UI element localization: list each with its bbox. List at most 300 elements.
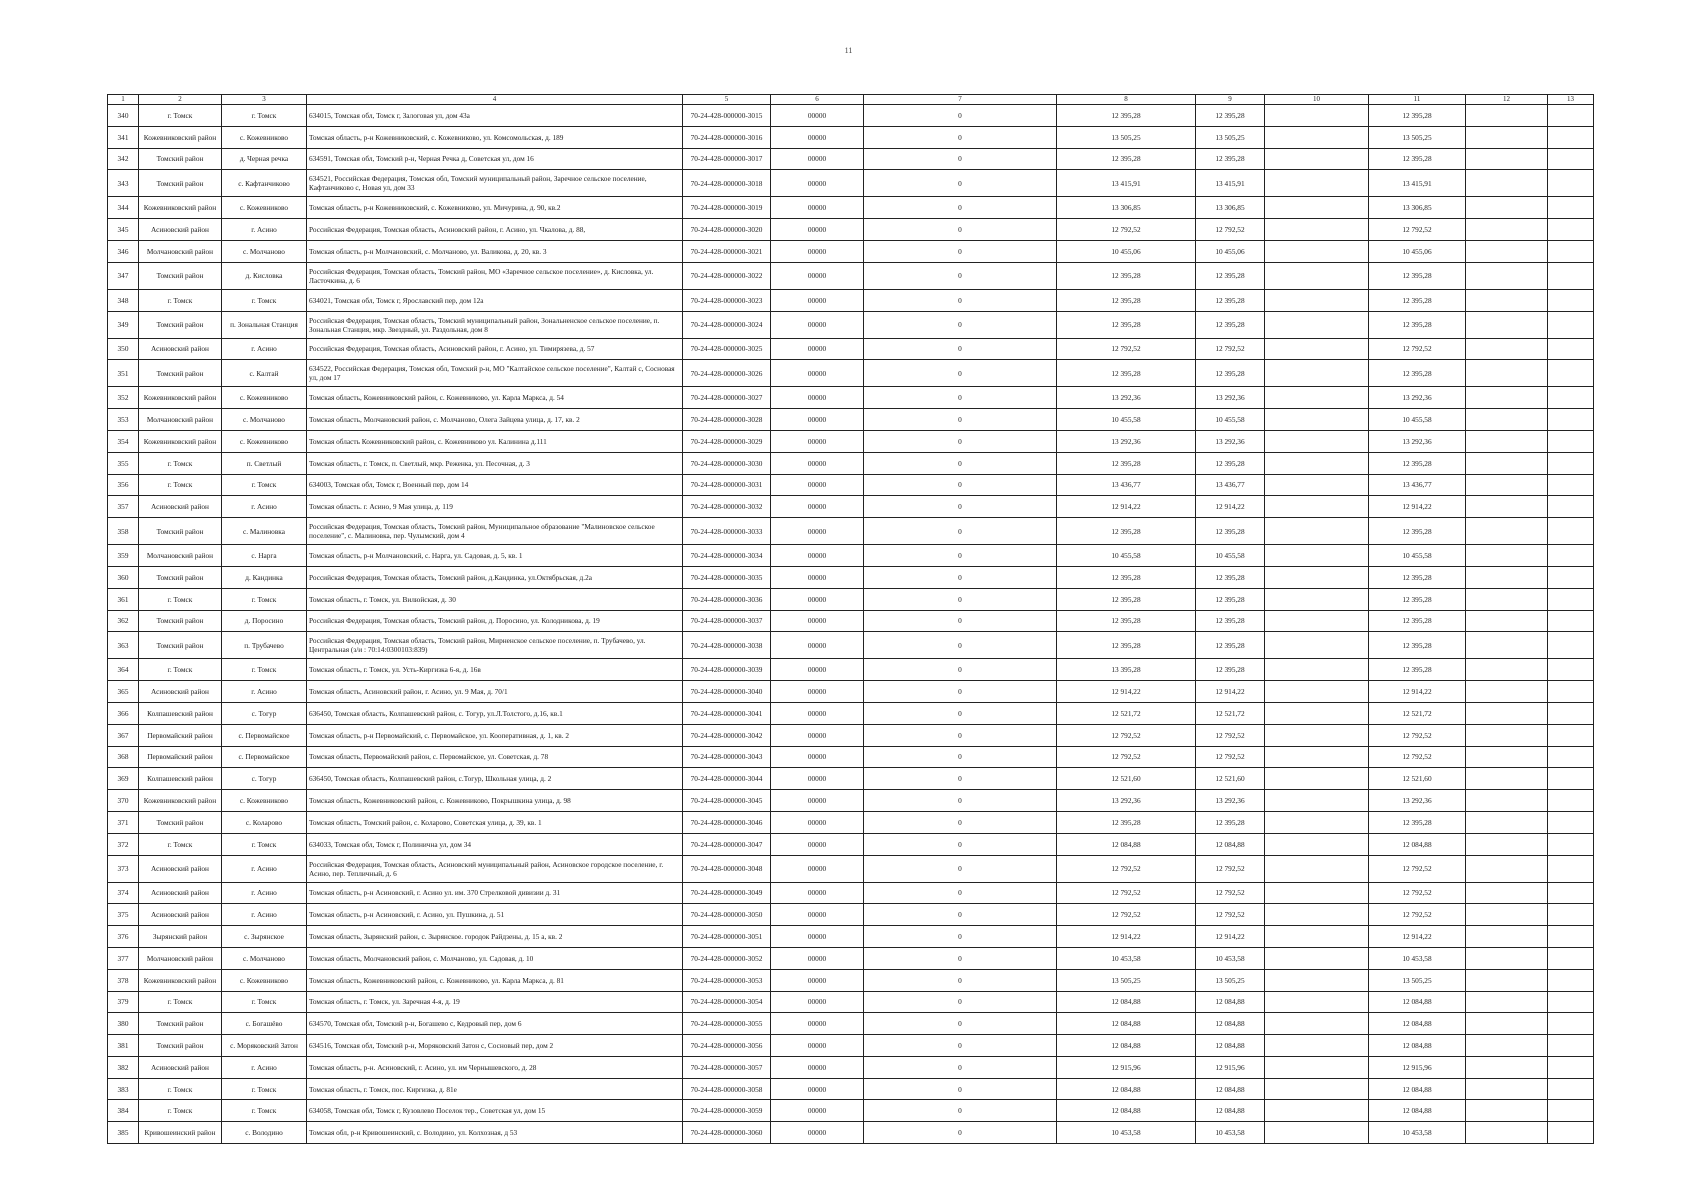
empty-cell [1265, 991, 1369, 1013]
zero-value-cell: 0 [864, 289, 1057, 311]
code-cell: 00000 [771, 1100, 864, 1122]
empty-cell [1548, 1122, 1594, 1144]
code-cell: 00000 [771, 1056, 864, 1078]
amount-cell: 12 395,28 [1196, 262, 1265, 289]
zero-value-cell: 0 [864, 768, 1057, 790]
table-row [108, 1056, 1594, 1078]
empty-cell [1466, 746, 1548, 768]
registry-number-cell: 70-24-428-000000-3055 [683, 1013, 771, 1035]
address-cell: Томская область, Кожевниковский район, с. Кожевниково, Покрышкина улица, д. 98 [307, 790, 683, 812]
amount-cell: 12 395,28 [1369, 105, 1466, 127]
settlement-cell: п. Трубачево [222, 632, 307, 659]
amount-cell: 12 792,52 [1196, 904, 1265, 926]
amount-cell: 12 521,72 [1196, 702, 1265, 724]
amount-cell: 12 915,96 [1196, 1056, 1265, 1078]
empty-cell [1466, 338, 1548, 360]
registry-number-cell: 70-24-428-000000-3020 [683, 219, 771, 241]
settlement-cell: г. Томск [222, 1078, 307, 1100]
settlement-cell: с. Коларово [222, 811, 307, 833]
registry-number-cell: 70-24-428-000000-3038 [683, 632, 771, 659]
address-cell: Российская Федерация, Томская область, Асиновский район, г. Асино, ул. Чкалова, д. 88, [307, 219, 683, 241]
address-cell: Томская область, р-н Кожевниковский, с. Кожевниково, ул. Мичурина, д. 90, кв.2 [307, 197, 683, 219]
empty-cell [1265, 659, 1369, 681]
settlement-cell: г. Томск [222, 588, 307, 610]
column-header: 11 [1369, 95, 1466, 105]
row-number: 345 [108, 219, 139, 241]
empty-cell [1265, 452, 1369, 474]
row-number: 369 [108, 768, 139, 790]
row-number: 344 [108, 197, 139, 219]
settlement-cell: с. Моряковский Затон [222, 1035, 307, 1057]
empty-cell [1466, 1122, 1548, 1144]
row-number: 378 [108, 969, 139, 991]
amount-cell: 12 395,28 [1057, 360, 1196, 387]
district-cell: Томский район [139, 1035, 222, 1057]
zero-value-cell: 0 [864, 681, 1057, 703]
table-row [108, 702, 1594, 724]
address-cell: Томская область, г. Томск, ул. Заречная 4-я, д. 19 [307, 991, 683, 1013]
table-row [108, 262, 1594, 289]
empty-cell [1466, 311, 1548, 338]
zero-value-cell: 0 [864, 1078, 1057, 1100]
empty-cell [1466, 588, 1548, 610]
amount-cell: 10 455,06 [1196, 240, 1265, 262]
empty-cell [1265, 811, 1369, 833]
empty-cell [1466, 197, 1548, 219]
empty-cell [1265, 947, 1369, 969]
settlement-cell: с. Первомайское [222, 724, 307, 746]
table-row [108, 148, 1594, 170]
empty-cell [1265, 855, 1369, 882]
amount-cell: 12 395,28 [1196, 289, 1265, 311]
empty-cell [1265, 566, 1369, 588]
registry-number-cell: 70-24-428-000000-3015 [683, 105, 771, 127]
empty-cell [1548, 681, 1594, 703]
address-cell: Томская область, Томский район, с. Коларово, Советская улица, д. 39, кв. 1 [307, 811, 683, 833]
district-cell: Кожевниковский район [139, 126, 222, 148]
district-cell: Кожевниковский район [139, 387, 222, 409]
empty-cell [1548, 148, 1594, 170]
district-cell: Томский район [139, 811, 222, 833]
amount-cell: 12 084,88 [1057, 1100, 1196, 1122]
address-cell: Томская область, г. Томск, п. Светлый, мкр. Реженка, ул. Песочная, д. 3 [307, 452, 683, 474]
empty-cell [1548, 632, 1594, 659]
zero-value-cell: 0 [864, 1122, 1057, 1144]
zero-value-cell: 0 [864, 1013, 1057, 1035]
empty-cell [1548, 768, 1594, 790]
empty-cell [1548, 1056, 1594, 1078]
empty-cell [1548, 105, 1594, 127]
table-row [108, 659, 1594, 681]
empty-cell [1548, 947, 1594, 969]
empty-cell [1466, 947, 1548, 969]
amount-cell: 13 292,36 [1196, 387, 1265, 409]
address-cell: 636450, Томская область, Колпашевский район, с.Тогур, Школьная улица, д. 2 [307, 768, 683, 790]
empty-cell [1466, 360, 1548, 387]
settlement-cell: с. Первомайское [222, 746, 307, 768]
code-cell: 00000 [771, 746, 864, 768]
code-cell: 00000 [771, 659, 864, 681]
empty-cell [1265, 632, 1369, 659]
amount-cell: 12 395,28 [1057, 610, 1196, 632]
table-row [108, 240, 1594, 262]
address-cell: Томская область, р-н Кожевниковский, с. Кожевниково, ул. Комсомольская, д. 189 [307, 126, 683, 148]
row-number: 346 [108, 240, 139, 262]
code-cell: 00000 [771, 811, 864, 833]
empty-cell [1548, 360, 1594, 387]
zero-value-cell: 0 [864, 632, 1057, 659]
amount-cell: 12 084,88 [1057, 1035, 1196, 1057]
settlement-cell: д. Поросино [222, 610, 307, 632]
row-number: 383 [108, 1078, 139, 1100]
empty-cell [1548, 311, 1594, 338]
amount-cell: 10 455,58 [1196, 545, 1265, 567]
address-cell: Российская Федерация, Томская область, Томский район, МО «Заречное сельское поселение», д. Кисловка, ул. Ласточкина, д. 6 [307, 262, 683, 289]
district-cell: Асиновский район [139, 338, 222, 360]
empty-cell [1466, 926, 1548, 948]
registry-number-cell: 70-24-428-000000-3018 [683, 170, 771, 197]
code-cell: 00000 [771, 833, 864, 855]
amount-cell: 12 792,52 [1369, 904, 1466, 926]
empty-cell [1265, 240, 1369, 262]
district-cell: Томский район [139, 360, 222, 387]
empty-cell [1548, 387, 1594, 409]
table-row [108, 170, 1594, 197]
empty-cell [1548, 833, 1594, 855]
district-cell: г. Томск [139, 588, 222, 610]
district-cell: г. Томск [139, 289, 222, 311]
settlement-cell: с. Кафтанчиково [222, 170, 307, 197]
registry-number-cell: 70-24-428-000000-3021 [683, 240, 771, 262]
settlement-cell: д. Кандинка [222, 566, 307, 588]
district-cell: г. Томск [139, 833, 222, 855]
zero-value-cell: 0 [864, 702, 1057, 724]
amount-cell: 12 395,28 [1369, 360, 1466, 387]
amount-cell: 12 084,88 [1369, 1035, 1466, 1057]
amount-cell: 12 914,22 [1369, 926, 1466, 948]
address-cell: Российская Федерация, Томская область, Томский район, Мирненское сельское поселение, п. Трубачево, ул. Центральная (з/и : 70:14:0300103:839) [307, 632, 683, 659]
empty-cell [1265, 474, 1369, 496]
empty-cell [1265, 262, 1369, 289]
code-cell: 00000 [771, 1013, 864, 1035]
amount-cell: 12 084,88 [1057, 991, 1196, 1013]
empty-cell [1548, 262, 1594, 289]
empty-cell [1265, 197, 1369, 219]
code-cell: 00000 [771, 588, 864, 610]
settlement-cell: г. Асино [222, 219, 307, 241]
amount-cell: 13 415,91 [1196, 170, 1265, 197]
empty-cell [1466, 289, 1548, 311]
amount-cell: 12 395,28 [1057, 566, 1196, 588]
table-row [108, 566, 1594, 588]
row-number: 341 [108, 126, 139, 148]
row-number: 365 [108, 681, 139, 703]
empty-cell [1265, 882, 1369, 904]
amount-cell: 12 395,28 [1196, 518, 1265, 545]
code-cell: 00000 [771, 566, 864, 588]
zero-value-cell: 0 [864, 811, 1057, 833]
table-row [108, 855, 1594, 882]
address-cell: 634570, Томская обл, Томский р-н, Богашево с, Кедровый пер, дом 6 [307, 1013, 683, 1035]
settlement-cell: с. Кожевниково [222, 430, 307, 452]
empty-cell [1548, 702, 1594, 724]
row-number: 342 [108, 148, 139, 170]
district-cell: Кожевниковский район [139, 790, 222, 812]
column-header: 1 [108, 95, 139, 105]
settlement-cell: п. Светлый [222, 452, 307, 474]
empty-cell [1548, 926, 1594, 948]
empty-cell [1466, 768, 1548, 790]
row-number: 370 [108, 790, 139, 812]
zero-value-cell: 0 [864, 1056, 1057, 1078]
district-cell: Томский район [139, 610, 222, 632]
empty-cell [1548, 969, 1594, 991]
district-cell: Первомайский район [139, 746, 222, 768]
empty-cell [1466, 882, 1548, 904]
empty-cell [1466, 452, 1548, 474]
table-row [108, 991, 1594, 1013]
column-header: 2 [139, 95, 222, 105]
code-cell: 00000 [771, 311, 864, 338]
district-cell: Кривошеинский район [139, 1122, 222, 1144]
amount-cell: 13 505,25 [1057, 969, 1196, 991]
address-cell: 634003, Томская обл, Томск г, Военный пер, дом 14 [307, 474, 683, 496]
table-row [108, 724, 1594, 746]
empty-cell [1548, 338, 1594, 360]
zero-value-cell: 0 [864, 790, 1057, 812]
amount-cell: 12 395,28 [1369, 289, 1466, 311]
row-number: 368 [108, 746, 139, 768]
empty-cell [1548, 452, 1594, 474]
row-number: 356 [108, 474, 139, 496]
row-number: 358 [108, 518, 139, 545]
table-row [108, 409, 1594, 431]
district-cell: Асиновский район [139, 496, 222, 518]
empty-cell [1466, 496, 1548, 518]
row-number: 361 [108, 588, 139, 610]
code-cell: 00000 [771, 632, 864, 659]
settlement-cell: с. Калтай [222, 360, 307, 387]
amount-cell: 13 395,28 [1057, 659, 1196, 681]
registry-number-cell: 70-24-428-000000-3045 [683, 790, 771, 812]
empty-cell [1265, 219, 1369, 241]
empty-cell [1548, 790, 1594, 812]
district-cell: Томский район [139, 170, 222, 197]
code-cell: 00000 [771, 545, 864, 567]
row-number: 374 [108, 882, 139, 904]
settlement-cell: с. Кожевниково [222, 126, 307, 148]
empty-cell [1265, 790, 1369, 812]
empty-cell [1466, 855, 1548, 882]
table-row [108, 1013, 1594, 1035]
amount-cell: 12 914,22 [1057, 496, 1196, 518]
empty-cell [1265, 610, 1369, 632]
registry-number-cell: 70-24-428-000000-3053 [683, 969, 771, 991]
address-cell: 634021, Томская обл, Томск г, Ярославский пер, дом 12а [307, 289, 683, 311]
amount-cell: 12 395,28 [1057, 811, 1196, 833]
zero-value-cell: 0 [864, 882, 1057, 904]
address-cell: Томская область. г. Асино, 9 Мая улица, д. 119 [307, 496, 683, 518]
settlement-cell: г. Томск [222, 289, 307, 311]
row-number: 371 [108, 811, 139, 833]
table-row [108, 452, 1594, 474]
code-cell: 00000 [771, 702, 864, 724]
amount-cell: 12 792,52 [1057, 338, 1196, 360]
settlement-cell: с. Молчаново [222, 409, 307, 431]
table-row [108, 545, 1594, 567]
empty-cell [1548, 1100, 1594, 1122]
registry-number-cell: 70-24-428-000000-3033 [683, 518, 771, 545]
amount-cell: 12 084,88 [1369, 1013, 1466, 1035]
amount-cell: 13 505,25 [1057, 126, 1196, 148]
table-row [108, 882, 1594, 904]
amount-cell: 12 792,52 [1196, 746, 1265, 768]
address-cell: 634521, Российская Федерация, Томская обл, Томский муниципальный район, Заречное сельское поселение, Кафтанчиково с, Новая ул, дом 33 [307, 170, 683, 197]
empty-cell [1548, 197, 1594, 219]
address-cell: Российская Федерация, Томская область, Томский район, Муниципальное образование "Малиновское сельское поселение", с. Малиновка, пер. Чулымский, дом 4 [307, 518, 683, 545]
registry-number-cell: 70-24-428-000000-3028 [683, 409, 771, 431]
table-row [108, 768, 1594, 790]
zero-value-cell: 0 [864, 496, 1057, 518]
settlement-cell: с. Нарга [222, 545, 307, 567]
zero-value-cell: 0 [864, 566, 1057, 588]
empty-cell [1265, 969, 1369, 991]
row-number: 340 [108, 105, 139, 127]
column-header: 4 [307, 95, 683, 105]
amount-cell: 12 521,72 [1057, 702, 1196, 724]
row-number: 354 [108, 430, 139, 452]
table-row [108, 360, 1594, 387]
zero-value-cell: 0 [864, 746, 1057, 768]
amount-cell: 12 084,88 [1196, 1100, 1265, 1122]
amount-cell: 12 395,28 [1369, 452, 1466, 474]
amount-cell: 12 792,52 [1057, 855, 1196, 882]
code-cell: 00000 [771, 474, 864, 496]
amount-cell: 12 914,22 [1057, 926, 1196, 948]
empty-cell [1265, 1078, 1369, 1100]
address-cell: Томская область, Молчановский район, с. Молчаново, ул. Садовая, д. 10 [307, 947, 683, 969]
row-number: 366 [108, 702, 139, 724]
address-cell: Российская Федерация, Томская область, Томский район, д. Поросино, ул. Колодникова, д. 19 [307, 610, 683, 632]
registry-number-cell: 70-24-428-000000-3049 [683, 882, 771, 904]
amount-cell: 12 084,88 [1369, 1100, 1466, 1122]
settlement-cell: д. Черная речка [222, 148, 307, 170]
amount-cell: 13 292,36 [1057, 430, 1196, 452]
registry-number-cell: 70-24-428-000000-3029 [683, 430, 771, 452]
amount-cell: 12 792,52 [1057, 219, 1196, 241]
empty-cell [1466, 148, 1548, 170]
zero-value-cell: 0 [864, 338, 1057, 360]
table-row [108, 632, 1594, 659]
settlement-cell: г. Томск [222, 474, 307, 496]
row-number: 364 [108, 659, 139, 681]
code-cell: 00000 [771, 170, 864, 197]
empty-cell [1548, 724, 1594, 746]
table-row [108, 430, 1594, 452]
amount-cell: 13 436,77 [1196, 474, 1265, 496]
address-cell: Российская Федерация, Томская область, Томский муниципальный район, Зональненское сельское поселение, п. Зональная Станция, мкр. Звездный, ул. Раздольная, дом 8 [307, 311, 683, 338]
row-number: 377 [108, 947, 139, 969]
zero-value-cell: 0 [864, 360, 1057, 387]
settlement-cell: д. Кисловка [222, 262, 307, 289]
registry-number-cell: 70-24-428-000000-3037 [683, 610, 771, 632]
settlement-cell: г. Томск [222, 659, 307, 681]
amount-cell: 12 084,88 [1196, 1035, 1265, 1057]
zero-value-cell: 0 [864, 659, 1057, 681]
code-cell: 00000 [771, 360, 864, 387]
amount-cell: 12 395,28 [1057, 452, 1196, 474]
table-row [108, 474, 1594, 496]
empty-cell [1548, 882, 1594, 904]
amount-cell: 12 792,52 [1057, 904, 1196, 926]
zero-value-cell: 0 [864, 904, 1057, 926]
amount-cell: 12 792,52 [1369, 219, 1466, 241]
empty-cell [1265, 430, 1369, 452]
empty-cell [1548, 170, 1594, 197]
settlement-cell: с. Тогур [222, 768, 307, 790]
amount-cell: 13 415,91 [1369, 170, 1466, 197]
registry-number-cell: 70-24-428-000000-3022 [683, 262, 771, 289]
column-header: 10 [1265, 95, 1369, 105]
settlement-cell: с. Богашёво [222, 1013, 307, 1035]
code-cell: 00000 [771, 768, 864, 790]
registry-number-cell: 70-24-428-000000-3057 [683, 1056, 771, 1078]
zero-value-cell: 0 [864, 855, 1057, 882]
code-cell: 00000 [771, 387, 864, 409]
code-cell: 00000 [771, 148, 864, 170]
row-number: 384 [108, 1100, 139, 1122]
amount-cell: 12 084,88 [1057, 833, 1196, 855]
table-row [108, 126, 1594, 148]
amount-cell: 12 792,52 [1369, 882, 1466, 904]
district-cell: г. Томск [139, 991, 222, 1013]
table-row [108, 338, 1594, 360]
row-number: 362 [108, 610, 139, 632]
code-cell: 00000 [771, 430, 864, 452]
zero-value-cell: 0 [864, 518, 1057, 545]
amount-cell: 10 453,58 [1057, 947, 1196, 969]
address-cell: Томская область, Зырянский район, с. Зырянское. городок Райдзены, д. 15 а, кв. 2 [307, 926, 683, 948]
amount-cell: 12 395,28 [1057, 588, 1196, 610]
amount-cell: 12 395,28 [1369, 148, 1466, 170]
amount-cell: 12 792,52 [1057, 724, 1196, 746]
settlement-cell: г. Томск [222, 833, 307, 855]
registry-number-cell: 70-24-428-000000-3026 [683, 360, 771, 387]
amount-cell: 12 914,22 [1369, 681, 1466, 703]
district-cell: Томский район [139, 566, 222, 588]
empty-cell [1548, 474, 1594, 496]
district-cell: Колпашевский район [139, 768, 222, 790]
row-number: 360 [108, 566, 139, 588]
amount-cell: 12 792,52 [1369, 746, 1466, 768]
amount-cell: 12 395,28 [1196, 105, 1265, 127]
district-cell: Асиновский район [139, 855, 222, 882]
registry-number-cell: 70-24-428-000000-3027 [683, 387, 771, 409]
amount-cell: 10 455,58 [1057, 545, 1196, 567]
settlement-cell: с. Володино [222, 1122, 307, 1144]
zero-value-cell: 0 [864, 387, 1057, 409]
amount-cell: 12 395,28 [1369, 262, 1466, 289]
empty-cell [1466, 262, 1548, 289]
row-number: 363 [108, 632, 139, 659]
empty-cell [1548, 1013, 1594, 1035]
table-row [108, 947, 1594, 969]
address-cell: Томская область, р-н Молчановский, с. Нарга, ул. Садовая, д. 5, кв. 1 [307, 545, 683, 567]
address-cell: 634015, Томская обл, Томск г, Залоговая ул, дом 43а [307, 105, 683, 127]
row-number: 350 [108, 338, 139, 360]
address-cell: Томская область, г. Томск, ул. Усть-Киргизка 6-я, д. 16в [307, 659, 683, 681]
settlement-cell: г. Асино [222, 1056, 307, 1078]
